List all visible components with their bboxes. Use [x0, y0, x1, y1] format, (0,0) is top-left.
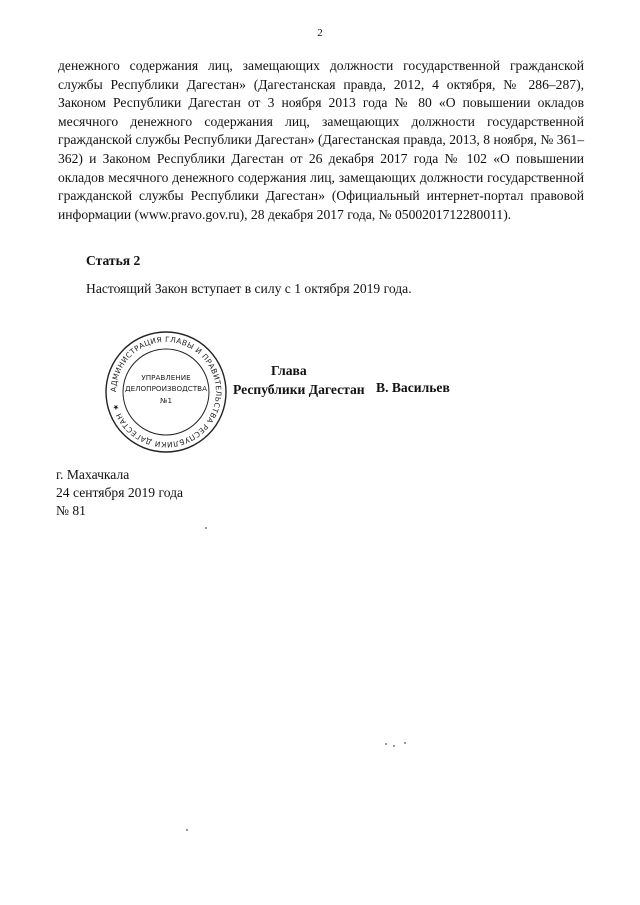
official-stamp [104, 330, 228, 454]
scan-speck [404, 742, 406, 744]
stamp-ring-text: АДМИНИСТРАЦИЯ ГЛАВЫ И ПРАВИТЕЛЬСТВА РЕСПУБЛИКИ ДАГЕСТАН ★ [108, 334, 224, 450]
body-paragraph: денежного содержания лиц, замещающих должности государственной гражданской службы Республики Дагестан» (Дагестанская правда, 2012, 4 октября, № 286–287), Законом Республики Дагестан от 3 ноября 2013 года № 80 «О повышении окладов месячного денежного содержания лиц, замещающих должности государственной гражданской службы Республики Дагестан» (Дагестанская правда, 2013, 8 ноября, № 361–362) и Законом Республики Дагестан от 26 декабря 2017 года № 102 «О повышении окладов месячного денежного содержания лиц, замещающих должности государственной гражданской службы Республики Дагестан» (Официальный интернет-портал правовой информации (www.pravo.gov.ru), 28 декабря 2017 года, № 0500201712280011). [58, 58, 584, 222]
city: г. Махачкала [56, 467, 130, 482]
scan-speck [385, 743, 387, 745]
signature-title-line-1: Глава [271, 363, 307, 378]
scan-speck [205, 527, 207, 529]
stamp-line-1: УПРАВЛЕНИЕ [141, 373, 191, 382]
article-heading: Статья 2 [86, 253, 141, 268]
stamp-line-2: ДЕЛОПРОИЗВОДСТВА [124, 384, 208, 393]
article-text: Настоящий Закон вступает в силу с 1 октября 2019 года. [86, 281, 412, 296]
law-number: № 81 [56, 503, 86, 518]
signature-title-line-2: Республики Дагестан [233, 382, 365, 397]
page-number: 2 [317, 27, 323, 39]
place-date-block [56, 466, 183, 520]
scan-speck [186, 829, 188, 831]
stamp-line-3: №1 [159, 396, 173, 405]
date: 24 сентября 2019 года [56, 485, 184, 500]
scan-speck [393, 745, 395, 747]
signatory-name: В. Васильев [376, 380, 450, 395]
